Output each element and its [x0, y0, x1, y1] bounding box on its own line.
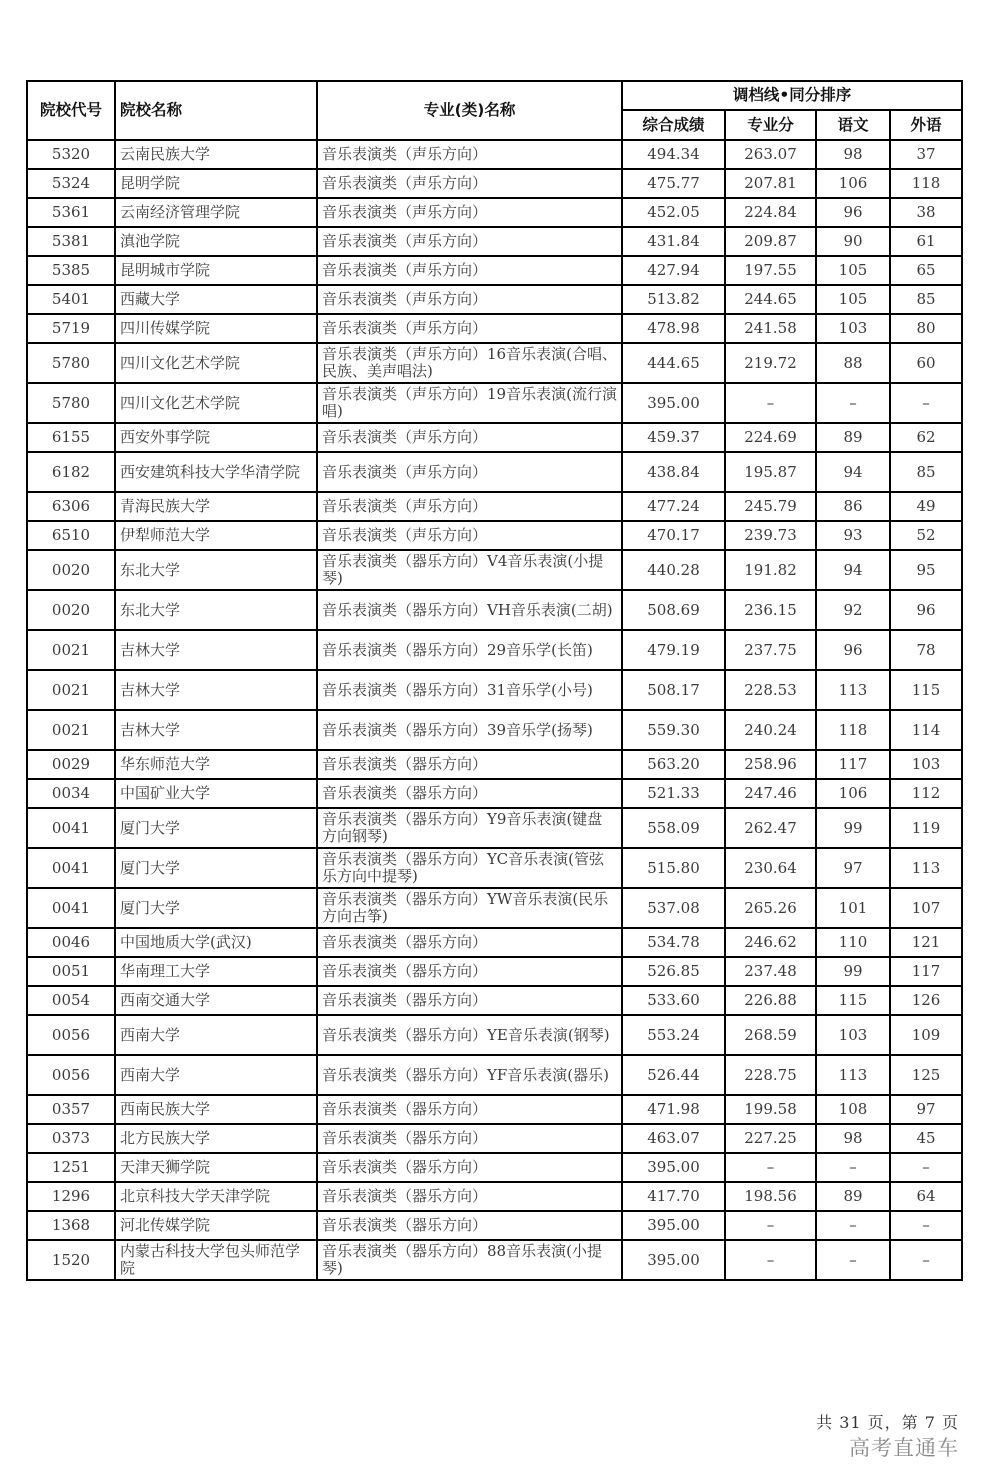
- cell-professional-score: 236.15: [725, 590, 816, 630]
- cell-school-name: 东北大学: [115, 550, 317, 590]
- cell-chinese: 118: [816, 710, 890, 750]
- cell-foreign-language: –: [890, 383, 962, 423]
- table-row: [27, 670, 962, 710]
- cell-school-code: 0357: [27, 1095, 115, 1124]
- cell-school-name: 厦门大学: [115, 848, 317, 888]
- cell-major-name: 音乐表演类（器乐方向）YW音乐表演(民乐方向古筝): [317, 888, 622, 928]
- header-school-code: 院校代号: [27, 81, 115, 140]
- cell-total-score: 470.17: [622, 521, 725, 550]
- cell-professional-score: 224.69: [725, 423, 816, 452]
- cell-foreign-language: 112: [890, 779, 962, 808]
- cell-foreign-language: 37: [890, 140, 962, 169]
- cell-school-name: 华南理工大学: [115, 957, 317, 986]
- cell-chinese: –: [816, 1211, 890, 1240]
- cell-total-score: 444.65: [622, 343, 725, 383]
- cell-foreign-language: 103: [890, 750, 962, 779]
- table-row: [27, 630, 962, 670]
- table-row: [27, 1211, 962, 1240]
- table-row: [27, 423, 962, 452]
- admission-score-table: [26, 80, 963, 1281]
- cell-total-score: 427.94: [622, 256, 725, 285]
- cell-total-score: 479.19: [622, 630, 725, 670]
- cell-major-name: 音乐表演类（声乐方向）: [317, 227, 622, 256]
- table-row: [27, 710, 962, 750]
- cell-chinese: –: [816, 383, 890, 423]
- cell-school-name: 中国地质大学(武汉): [115, 928, 317, 957]
- cell-foreign-language: 96: [890, 590, 962, 630]
- cell-chinese: 89: [816, 423, 890, 452]
- cell-total-score: 478.98: [622, 314, 725, 343]
- cell-major-name: 音乐表演类（声乐方向）19音乐表演(流行演唱): [317, 383, 622, 423]
- cell-major-name: 音乐表演类（器乐方向）: [317, 750, 622, 779]
- cell-professional-score: 247.46: [725, 779, 816, 808]
- cell-school-code: 0029: [27, 750, 115, 779]
- cell-major-name: 音乐表演类（器乐方向）: [317, 957, 622, 986]
- cell-total-score: 563.20: [622, 750, 725, 779]
- table-row: [27, 928, 962, 957]
- table-row: [27, 590, 962, 630]
- cell-school-name: 吉林大学: [115, 670, 317, 710]
- cell-total-score: 537.08: [622, 888, 725, 928]
- cell-total-score: 553.24: [622, 1015, 725, 1055]
- cell-professional-score: 268.59: [725, 1015, 816, 1055]
- cell-professional-score: 245.79: [725, 492, 816, 521]
- cell-school-code: 1368: [27, 1211, 115, 1240]
- cell-major-name: 音乐表演类（器乐方向）YF音乐表演(器乐): [317, 1055, 622, 1095]
- cell-school-code: 0020: [27, 590, 115, 630]
- cell-school-code: 0373: [27, 1124, 115, 1153]
- cell-chinese: 97: [816, 848, 890, 888]
- cell-school-name: 云南民族大学: [115, 140, 317, 169]
- table-row: [27, 198, 962, 227]
- cell-school-code: 0046: [27, 928, 115, 957]
- cell-professional-score: –: [725, 1211, 816, 1240]
- cell-total-score: 508.69: [622, 590, 725, 630]
- cell-school-name: 北方民族大学: [115, 1124, 317, 1153]
- cell-chinese: 89: [816, 1182, 890, 1211]
- cell-chinese: 105: [816, 285, 890, 314]
- cell-foreign-language: 85: [890, 285, 962, 314]
- cell-chinese: 93: [816, 521, 890, 550]
- cell-school-code: 5385: [27, 256, 115, 285]
- cell-major-name: 音乐表演类（器乐方向）: [317, 1211, 622, 1240]
- cell-school-code: 0054: [27, 986, 115, 1015]
- cell-school-name: 昆明学院: [115, 169, 317, 198]
- cell-school-code: 5780: [27, 343, 115, 383]
- cell-school-name: 华东师范大学: [115, 750, 317, 779]
- cell-school-name: 吉林大学: [115, 710, 317, 750]
- cell-school-name: 四川文化艺术学院: [115, 383, 317, 423]
- cell-school-name: 西安建筑科技大学华清学院: [115, 452, 317, 492]
- cell-professional-score: –: [725, 383, 816, 423]
- cell-major-name: 音乐表演类（声乐方向）: [317, 492, 622, 521]
- cell-school-name: 西南交通大学: [115, 986, 317, 1015]
- cell-chinese: 86: [816, 492, 890, 521]
- cell-foreign-language: 65: [890, 256, 962, 285]
- cell-professional-score: 237.48: [725, 957, 816, 986]
- header-cutoff-group: 调档线•同分排序: [622, 81, 962, 110]
- cell-professional-score: 241.58: [725, 314, 816, 343]
- header-major-name: 专业(类)名称: [317, 81, 622, 140]
- cell-foreign-language: 60: [890, 343, 962, 383]
- cell-major-name: 音乐表演类（声乐方向）: [317, 256, 622, 285]
- cell-total-score: 452.05: [622, 198, 725, 227]
- cell-professional-score: 219.72: [725, 343, 816, 383]
- cell-total-score: 475.77: [622, 169, 725, 198]
- cell-foreign-language: 119: [890, 808, 962, 848]
- cell-school-code: 5324: [27, 169, 115, 198]
- cell-chinese: 90: [816, 227, 890, 256]
- cell-school-code: 5719: [27, 314, 115, 343]
- table-row: [27, 750, 962, 779]
- table-row: [27, 343, 962, 383]
- cell-school-name: 西南大学: [115, 1015, 317, 1055]
- cell-major-name: 音乐表演类（器乐方向）88音乐表演(小提琴): [317, 1240, 622, 1280]
- cell-school-name: 西南民族大学: [115, 1095, 317, 1124]
- table-row: [27, 1124, 962, 1153]
- table-row: [27, 452, 962, 492]
- cell-chinese: 94: [816, 452, 890, 492]
- table-row: [27, 140, 962, 169]
- cell-chinese: 108: [816, 1095, 890, 1124]
- table-row: [27, 1095, 962, 1124]
- cell-professional-score: 258.96: [725, 750, 816, 779]
- cell-school-name: 西安外事学院: [115, 423, 317, 452]
- cell-foreign-language: 115: [890, 670, 962, 710]
- cell-school-name: 青海民族大学: [115, 492, 317, 521]
- table-row: [27, 314, 962, 343]
- cell-school-code: 0021: [27, 630, 115, 670]
- cell-professional-score: 224.84: [725, 198, 816, 227]
- cell-school-name: 厦门大学: [115, 888, 317, 928]
- header-chinese: 语文: [816, 110, 890, 140]
- cell-school-code: 0056: [27, 1055, 115, 1095]
- header-total-score: 综合成绩: [622, 110, 725, 140]
- cell-chinese: 92: [816, 590, 890, 630]
- cell-professional-score: 263.07: [725, 140, 816, 169]
- cell-foreign-language: 118: [890, 169, 962, 198]
- cell-professional-score: 191.82: [725, 550, 816, 590]
- table-row: [27, 808, 962, 848]
- cell-chinese: 113: [816, 1055, 890, 1095]
- cell-school-name: 北京科技大学天津学院: [115, 1182, 317, 1211]
- cell-professional-score: 244.65: [725, 285, 816, 314]
- cell-foreign-language: 126: [890, 986, 962, 1015]
- table-row: [27, 986, 962, 1015]
- cell-school-code: 5320: [27, 140, 115, 169]
- cell-chinese: 96: [816, 198, 890, 227]
- cell-major-name: 音乐表演类（器乐方向）: [317, 1124, 622, 1153]
- cell-school-code: 5401: [27, 285, 115, 314]
- page-indicator: 共 31 页，第 7 页: [816, 1413, 959, 1432]
- brand-watermark: 高考直通车: [849, 1436, 959, 1460]
- table-row: [27, 1182, 962, 1211]
- cell-professional-score: –: [725, 1153, 816, 1182]
- cell-foreign-language: –: [890, 1153, 962, 1182]
- cell-total-score: 440.28: [622, 550, 725, 590]
- cell-total-score: 395.00: [622, 1153, 725, 1182]
- table-row: [27, 227, 962, 256]
- table-row: [27, 1153, 962, 1182]
- cell-total-score: 459.37: [622, 423, 725, 452]
- cell-school-code: 6155: [27, 423, 115, 452]
- cell-school-name: 滇池学院: [115, 227, 317, 256]
- cell-total-score: 417.70: [622, 1182, 725, 1211]
- cell-school-name: 昆明城市学院: [115, 256, 317, 285]
- table-row: [27, 256, 962, 285]
- cell-total-score: 395.00: [622, 383, 725, 423]
- cell-school-name: 内蒙古科技大学包头师范学院: [115, 1240, 317, 1280]
- cell-foreign-language: 125: [890, 1055, 962, 1095]
- cell-major-name: 音乐表演类（器乐方向）: [317, 1095, 622, 1124]
- header-school-name: 院校名称: [115, 81, 317, 140]
- cell-major-name: 音乐表演类（声乐方向）: [317, 285, 622, 314]
- cell-chinese: –: [816, 1153, 890, 1182]
- cell-major-name: 音乐表演类（器乐方向）YE音乐表演(钢琴): [317, 1015, 622, 1055]
- cell-chinese: 115: [816, 986, 890, 1015]
- cell-professional-score: 228.75: [725, 1055, 816, 1095]
- cell-school-code: 0041: [27, 848, 115, 888]
- cell-professional-score: 228.53: [725, 670, 816, 710]
- cell-total-score: 534.78: [622, 928, 725, 957]
- table-row: [27, 521, 962, 550]
- cell-chinese: 88: [816, 343, 890, 383]
- cell-foreign-language: 78: [890, 630, 962, 670]
- cell-school-name: 四川传媒学院: [115, 314, 317, 343]
- cell-school-code: 6510: [27, 521, 115, 550]
- cell-total-score: 526.44: [622, 1055, 725, 1095]
- cell-foreign-language: 113: [890, 848, 962, 888]
- cell-major-name: 音乐表演类（声乐方向）16音乐表演(合唱、民族、美声唱法): [317, 343, 622, 383]
- cell-foreign-language: 109: [890, 1015, 962, 1055]
- cell-foreign-language: 107: [890, 888, 962, 928]
- table-row: [27, 848, 962, 888]
- cell-chinese: 103: [816, 1015, 890, 1055]
- cell-foreign-language: –: [890, 1211, 962, 1240]
- table-row: [27, 888, 962, 928]
- cell-school-name: 云南经济管理学院: [115, 198, 317, 227]
- cell-school-code: 6306: [27, 492, 115, 521]
- cell-total-score: 515.80: [622, 848, 725, 888]
- cell-foreign-language: 97: [890, 1095, 962, 1124]
- cell-total-score: 463.07: [622, 1124, 725, 1153]
- cell-foreign-language: 117: [890, 957, 962, 986]
- cell-school-code: 6182: [27, 452, 115, 492]
- cell-total-score: 533.60: [622, 986, 725, 1015]
- cell-school-name: 伊犁师范大学: [115, 521, 317, 550]
- cell-professional-score: –: [725, 1240, 816, 1280]
- cell-total-score: 558.09: [622, 808, 725, 848]
- cell-total-score: 521.33: [622, 779, 725, 808]
- cell-foreign-language: 61: [890, 227, 962, 256]
- cell-professional-score: 265.26: [725, 888, 816, 928]
- cell-major-name: 音乐表演类（器乐方向）: [317, 986, 622, 1015]
- cell-school-name: 四川文化艺术学院: [115, 343, 317, 383]
- cell-foreign-language: 95: [890, 550, 962, 590]
- cell-total-score: 477.24: [622, 492, 725, 521]
- cell-major-name: 音乐表演类（器乐方向）: [317, 1153, 622, 1182]
- cell-school-code: 0020: [27, 550, 115, 590]
- cell-foreign-language: 121: [890, 928, 962, 957]
- cell-major-name: 音乐表演类（声乐方向）: [317, 521, 622, 550]
- cell-major-name: 音乐表演类（器乐方向）39音乐学(扬琴): [317, 710, 622, 750]
- cell-school-name: 西藏大学: [115, 285, 317, 314]
- cell-foreign-language: –: [890, 1240, 962, 1280]
- cell-school-name: 天津天狮学院: [115, 1153, 317, 1182]
- cell-total-score: 494.34: [622, 140, 725, 169]
- cell-school-code: 5381: [27, 227, 115, 256]
- cell-major-name: 音乐表演类（器乐方向）31音乐学(小号): [317, 670, 622, 710]
- cell-professional-score: 209.87: [725, 227, 816, 256]
- header-professional-score: 专业分: [725, 110, 816, 140]
- table-row: [27, 1240, 962, 1280]
- cell-school-name: 东北大学: [115, 590, 317, 630]
- table-row: [27, 550, 962, 590]
- table-row: [27, 492, 962, 521]
- cell-chinese: 105: [816, 256, 890, 285]
- cell-professional-score: 262.47: [725, 808, 816, 848]
- cell-school-code: 0056: [27, 1015, 115, 1055]
- cell-school-code: 5361: [27, 198, 115, 227]
- cell-professional-score: 240.24: [725, 710, 816, 750]
- cell-major-name: 音乐表演类（声乐方向）: [317, 452, 622, 492]
- cell-professional-score: 227.25: [725, 1124, 816, 1153]
- cell-foreign-language: 52: [890, 521, 962, 550]
- cell-professional-score: 226.88: [725, 986, 816, 1015]
- cell-professional-score: 237.75: [725, 630, 816, 670]
- cell-total-score: 471.98: [622, 1095, 725, 1124]
- cell-school-code: 1251: [27, 1153, 115, 1182]
- cell-major-name: 音乐表演类（器乐方向）: [317, 1182, 622, 1211]
- cell-school-code: 0021: [27, 670, 115, 710]
- cell-major-name: 音乐表演类（声乐方向）: [317, 314, 622, 343]
- cell-chinese: –: [816, 1240, 890, 1280]
- cell-foreign-language: 64: [890, 1182, 962, 1211]
- table-body: [27, 140, 962, 1280]
- cell-major-name: 音乐表演类（声乐方向）: [317, 198, 622, 227]
- cell-chinese: 106: [816, 169, 890, 198]
- cell-total-score: 526.85: [622, 957, 725, 986]
- cell-chinese: 101: [816, 888, 890, 928]
- cell-major-name: 音乐表演类（器乐方向）V4音乐表演(小提琴): [317, 550, 622, 590]
- cell-total-score: 395.00: [622, 1211, 725, 1240]
- cell-chinese: 94: [816, 550, 890, 590]
- cell-major-name: 音乐表演类（器乐方向）YC音乐表演(管弦乐方向中提琴): [317, 848, 622, 888]
- cell-foreign-language: 49: [890, 492, 962, 521]
- cell-foreign-language: 114: [890, 710, 962, 750]
- cell-professional-score: 230.64: [725, 848, 816, 888]
- cell-school-name: 吉林大学: [115, 630, 317, 670]
- cell-total-score: 395.00: [622, 1240, 725, 1280]
- cell-school-code: 5780: [27, 383, 115, 423]
- cell-total-score: 559.30: [622, 710, 725, 750]
- cell-professional-score: 197.55: [725, 256, 816, 285]
- cell-total-score: 508.17: [622, 670, 725, 710]
- cell-major-name: 音乐表演类（器乐方向）Y9音乐表演(键盘方向钢琴): [317, 808, 622, 848]
- cell-chinese: 106: [816, 779, 890, 808]
- table-row: [27, 1015, 962, 1055]
- cell-total-score: 513.82: [622, 285, 725, 314]
- cell-chinese: 117: [816, 750, 890, 779]
- cell-major-name: 音乐表演类（器乐方向）VH音乐表演(二胡): [317, 590, 622, 630]
- cell-school-name: 厦门大学: [115, 808, 317, 848]
- cell-school-code: 0041: [27, 808, 115, 848]
- cell-professional-score: 246.62: [725, 928, 816, 957]
- cell-school-code: 0051: [27, 957, 115, 986]
- header-foreign-language: 外语: [890, 110, 962, 140]
- cell-major-name: 音乐表演类（声乐方向）: [317, 423, 622, 452]
- cell-school-code: 0041: [27, 888, 115, 928]
- cell-total-score: 431.84: [622, 227, 725, 256]
- cell-professional-score: 239.73: [725, 521, 816, 550]
- table-row: [27, 383, 962, 423]
- cell-chinese: 113: [816, 670, 890, 710]
- table-row: [27, 169, 962, 198]
- table-row: [27, 779, 962, 808]
- cell-chinese: 103: [816, 314, 890, 343]
- cell-chinese: 96: [816, 630, 890, 670]
- cell-school-name: 西南大学: [115, 1055, 317, 1095]
- cell-major-name: 音乐表演类（器乐方向）: [317, 779, 622, 808]
- cell-school-name: 河北传媒学院: [115, 1211, 317, 1240]
- table-row: [27, 1055, 962, 1095]
- cell-foreign-language: 38: [890, 198, 962, 227]
- cell-professional-score: 199.58: [725, 1095, 816, 1124]
- cell-chinese: 98: [816, 140, 890, 169]
- cell-major-name: 音乐表演类（声乐方向）: [317, 140, 622, 169]
- cell-chinese: 99: [816, 957, 890, 986]
- table-row: [27, 957, 962, 986]
- cell-major-name: 音乐表演类（器乐方向）: [317, 928, 622, 957]
- cell-foreign-language: 45: [890, 1124, 962, 1153]
- cell-chinese: 110: [816, 928, 890, 957]
- cell-major-name: 音乐表演类（器乐方向）29音乐学(长笛): [317, 630, 622, 670]
- cell-foreign-language: 85: [890, 452, 962, 492]
- cell-school-code: 0021: [27, 710, 115, 750]
- cell-foreign-language: 80: [890, 314, 962, 343]
- cell-foreign-language: 62: [890, 423, 962, 452]
- cell-professional-score: 195.87: [725, 452, 816, 492]
- cell-school-name: 中国矿业大学: [115, 779, 317, 808]
- cell-total-score: 438.84: [622, 452, 725, 492]
- cell-school-code: 1520: [27, 1240, 115, 1280]
- cell-chinese: 99: [816, 808, 890, 848]
- cell-school-code: 1296: [27, 1182, 115, 1211]
- table-row: [27, 285, 962, 314]
- cell-major-name: 音乐表演类（声乐方向）: [317, 169, 622, 198]
- cell-professional-score: 207.81: [725, 169, 816, 198]
- cell-school-code: 0034: [27, 779, 115, 808]
- cell-professional-score: 198.56: [725, 1182, 816, 1211]
- cell-chinese: 98: [816, 1124, 890, 1153]
